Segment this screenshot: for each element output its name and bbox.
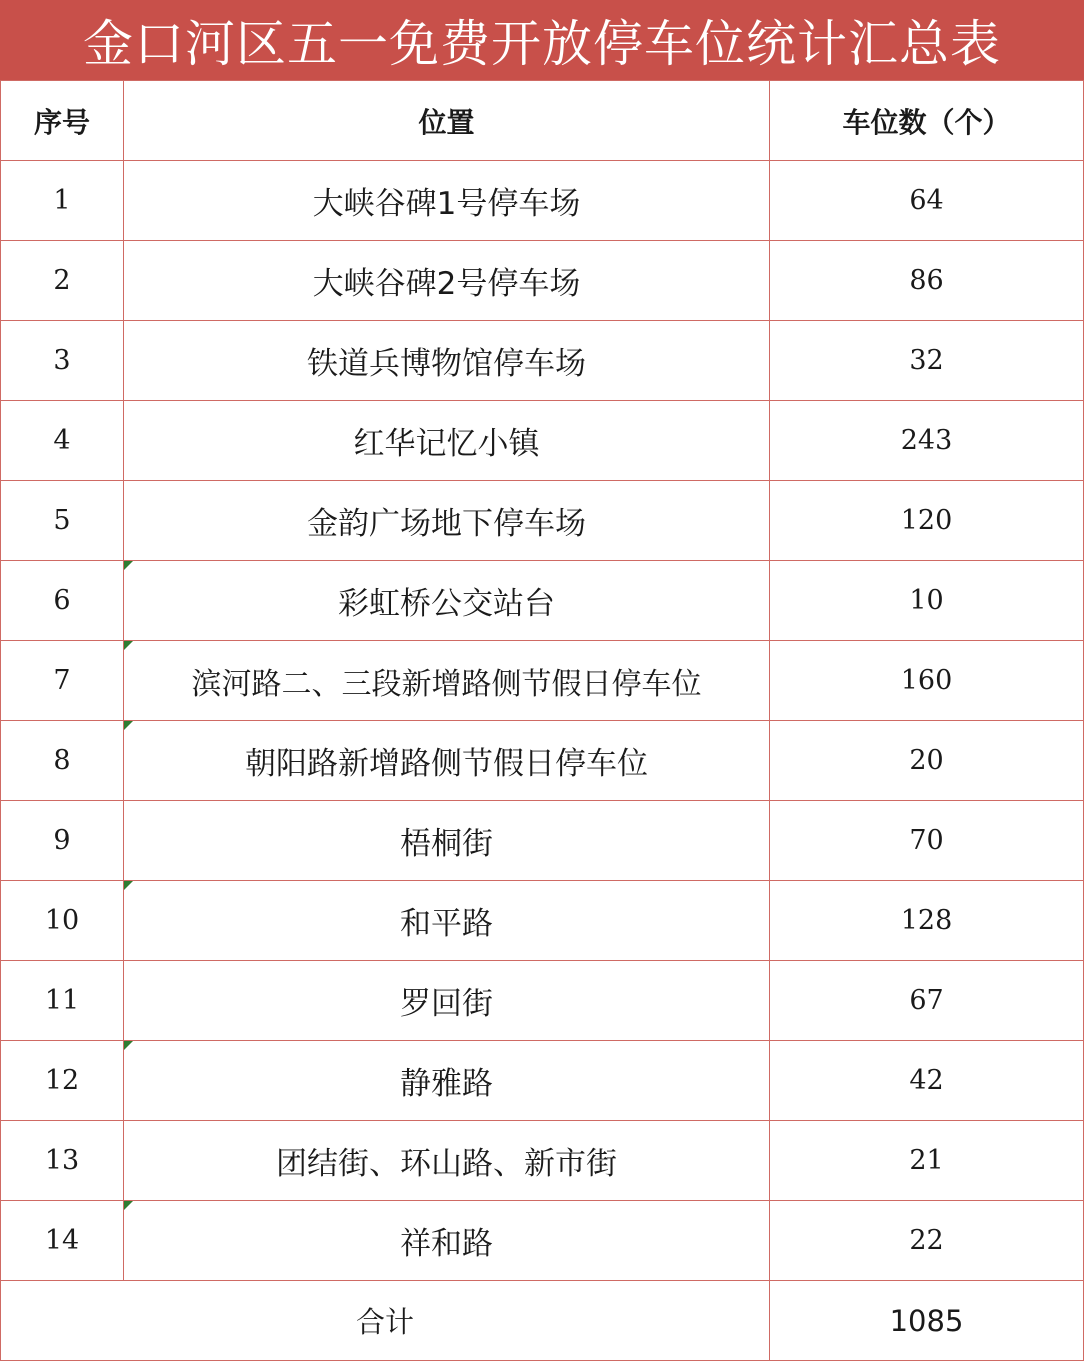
comment-marker-icon[interactable] [124,1201,133,1210]
total-count: 1085 [770,1281,1084,1361]
comment-marker-icon[interactable] [124,721,133,730]
row-count: 32 [770,321,1084,401]
row-number: 4 [1,401,124,481]
row-count: 86 [770,241,1084,321]
header-count: 车位数（个） [770,81,1084,161]
table-row [1,961,1084,1041]
row-location[interactable] [124,1121,770,1201]
parking-table [0,80,1084,1361]
row-count: 128 [770,881,1084,961]
comment-marker-icon[interactable] [124,641,133,650]
location-text: 梧桐街 [400,826,493,862]
location-text: 团结街、环山路、新市街 [276,1146,617,1182]
location-text: 红华记忆小镇 [353,426,540,462]
row-location[interactable] [124,401,770,481]
row-count: 10 [770,561,1084,641]
row-count: 21 [770,1121,1084,1201]
table-row [1,1201,1084,1281]
location-text: 铁道兵博物馆停车场 [307,346,586,382]
comment-marker-icon[interactable] [124,1041,133,1050]
table-row [1,561,1084,641]
location-text: 大峡谷碑1号停车场 [312,186,581,222]
location-text: 静雅路 [400,1066,493,1102]
row-count: 70 [770,801,1084,881]
location-text: 罗回街 [400,986,493,1022]
row-location[interactable] [124,481,770,561]
table-row [1,641,1084,721]
row-location[interactable] [124,1041,770,1121]
row-location[interactable] [124,881,770,961]
row-number: 9 [1,801,124,881]
row-count: 64 [770,161,1084,241]
table-row [1,801,1084,881]
comment-marker-icon[interactable] [124,561,133,570]
location-text: 金韵广场地下停车场 [307,506,586,542]
table-body [1,161,1084,1281]
row-count: 160 [770,641,1084,721]
header-no: 序号 [1,81,124,161]
row-number: 14 [1,1201,124,1281]
comment-marker-icon[interactable] [124,881,133,890]
row-number: 12 [1,1041,124,1121]
row-number: 11 [1,961,124,1041]
row-location[interactable] [124,641,770,721]
row-number: 6 [1,561,124,641]
location-text: 朝阳路新增路侧节假日停车位 [245,746,648,782]
row-number: 8 [1,721,124,801]
row-number: 13 [1,1121,124,1201]
row-count: 120 [770,481,1084,561]
row-count: 67 [770,961,1084,1041]
row-number: 5 [1,481,124,561]
table-row [1,721,1084,801]
row-location[interactable] [124,321,770,401]
location-text: 滨河路二、三段新增路侧节假日停车位 [191,666,702,702]
row-number: 1 [1,161,124,241]
row-location[interactable] [124,241,770,321]
table-row [1,481,1084,561]
table-row [1,401,1084,481]
location-text: 祥和路 [400,1226,493,1262]
sheet-title: 金口河区五一免费开放停车位统计汇总表 [0,0,1084,80]
row-number: 10 [1,881,124,961]
row-number: 3 [1,321,124,401]
row-count: 243 [770,401,1084,481]
row-location[interactable] [124,561,770,641]
row-location[interactable] [124,721,770,801]
row-count: 42 [770,1041,1084,1121]
table-row [1,321,1084,401]
row-count: 20 [770,721,1084,801]
total-row [1,1281,1084,1361]
row-number: 2 [1,241,124,321]
table-row [1,1041,1084,1121]
row-location[interactable] [124,801,770,881]
row-location[interactable] [124,1201,770,1281]
header-location: 位置 [124,81,770,161]
table-row [1,241,1084,321]
table-row [1,161,1084,241]
location-text: 和平路 [400,906,493,942]
header-row [1,81,1084,161]
row-location[interactable] [124,161,770,241]
row-location[interactable] [124,961,770,1041]
location-text: 大峡谷碑2号停车场 [312,266,581,302]
location-text: 彩虹桥公交站台 [338,586,555,622]
total-label: 合计 [1,1281,770,1361]
row-number: 7 [1,641,124,721]
table-row [1,1121,1084,1201]
table-row [1,881,1084,961]
row-count: 22 [770,1201,1084,1281]
